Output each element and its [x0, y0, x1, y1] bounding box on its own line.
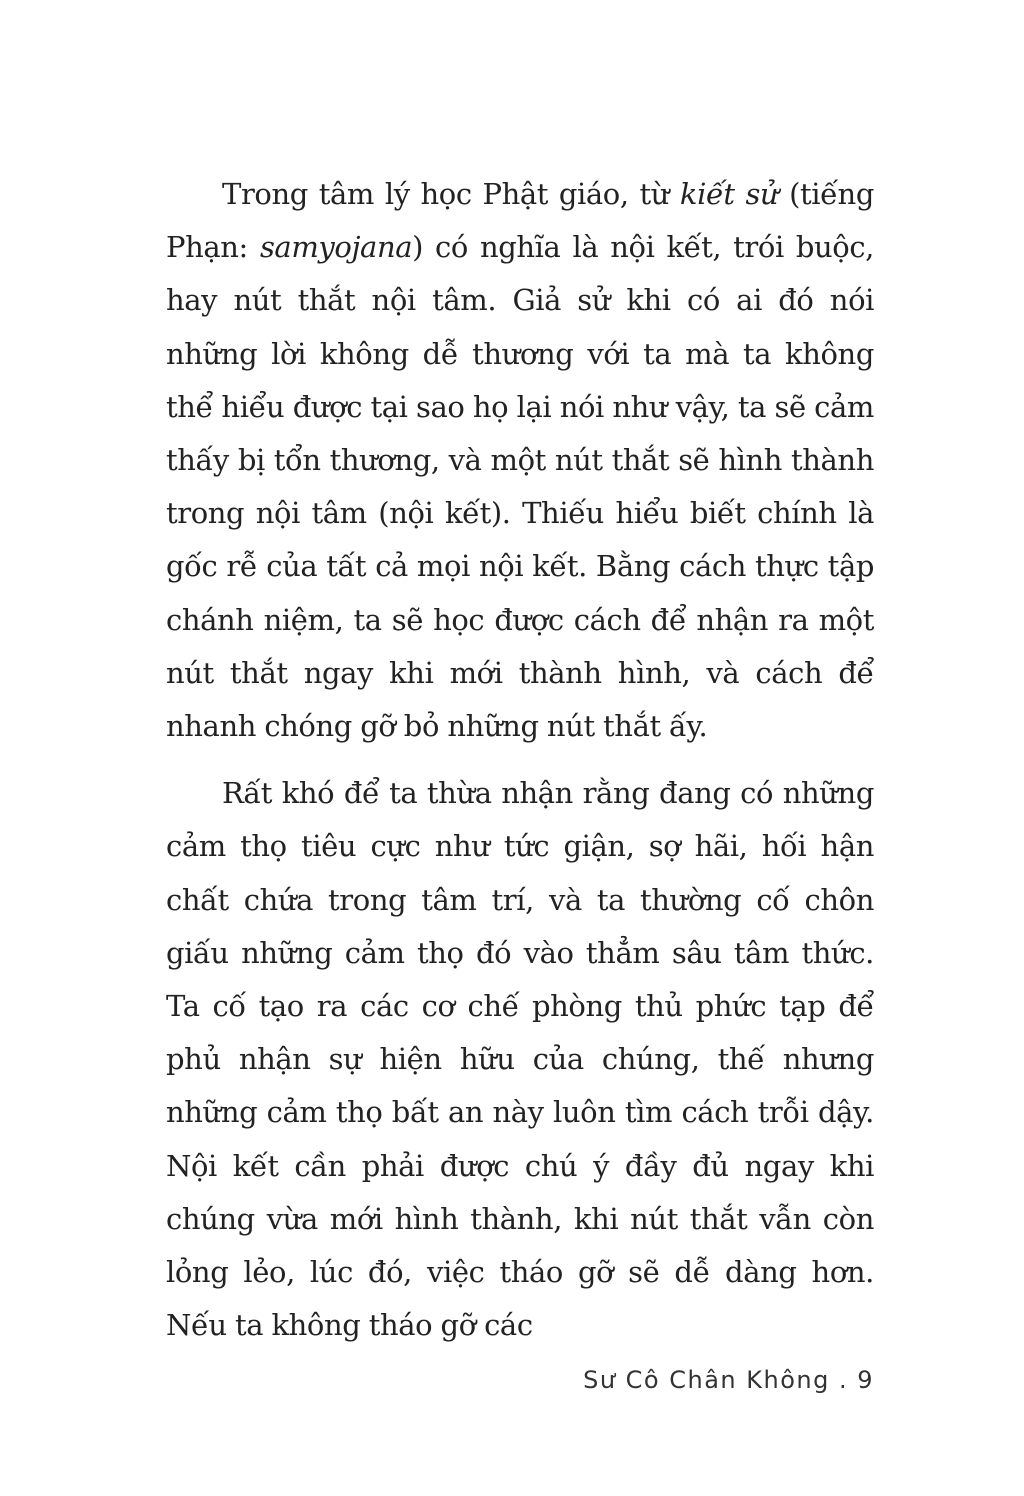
- page-number: 9: [857, 1366, 874, 1394]
- paragraph-1-text: ) có nghĩa là nội kết, trói buộc, hay nút thắt nội tâm. Giả sử khi có ai đó nói những lời không dễ thương với ta mà ta không thể hiểu được tại sao họ lại nói như vậy, ta sẽ cảm thấy bị tổn thương, và một nút thắt sẽ hình thành trong nội tâm (nội kết). Thiếu hiểu biết chính là gốc rễ của tất cả mọi nội kết. Bằng cách thực tập chánh niệm, ta sẽ học được cách để nhận ra một nút thắt ngay khi mới thành hình, và cách để nhanh chóng gỡ bỏ những nút thắt ấy.: [166, 230, 874, 744]
- paragraph-1-text: Trong tâm lý học Phật giáo, từ: [222, 177, 680, 211]
- body-text: [166, 168, 874, 1352]
- footer-author: Sư Cô Chân Không: [583, 1366, 830, 1394]
- term-kiet-su: kiết sử: [679, 177, 779, 211]
- paragraph-1-text: (tiếng Phạn:: [166, 177, 874, 265]
- term-samyojana: samyojana: [259, 230, 413, 265]
- paragraph-2-text: Rất khó để ta thừa nhận rằng đang có những cảm thọ tiêu cực như tức giận, sợ hãi, hối hận chất chứa trong tâm trí, và ta thường cố chôn giấu những cảm thọ đó vào thẳm sâu tâm thức. Ta cố tạo ra các cơ chế phòng thủ phức tạp để phủ nhận sự hiện hữu của chúng, thế nhưng những cảm thọ bất an này luôn tìm cách trỗi dậy. Nội kết cần phải được chú ý đầy đủ ngay khi chúng vừa mới hình thành, khi nút thắt vẫn còn lỏng lẻo, lúc đó, việc tháo gỡ sẽ dễ dàng hơn. Nếu ta không tháo gỡ các: [166, 776, 874, 1343]
- paragraph-1: [166, 168, 874, 753]
- page-footer: [583, 1366, 874, 1394]
- footer-separator: .: [829, 1366, 858, 1394]
- paragraph-2: [166, 767, 874, 1352]
